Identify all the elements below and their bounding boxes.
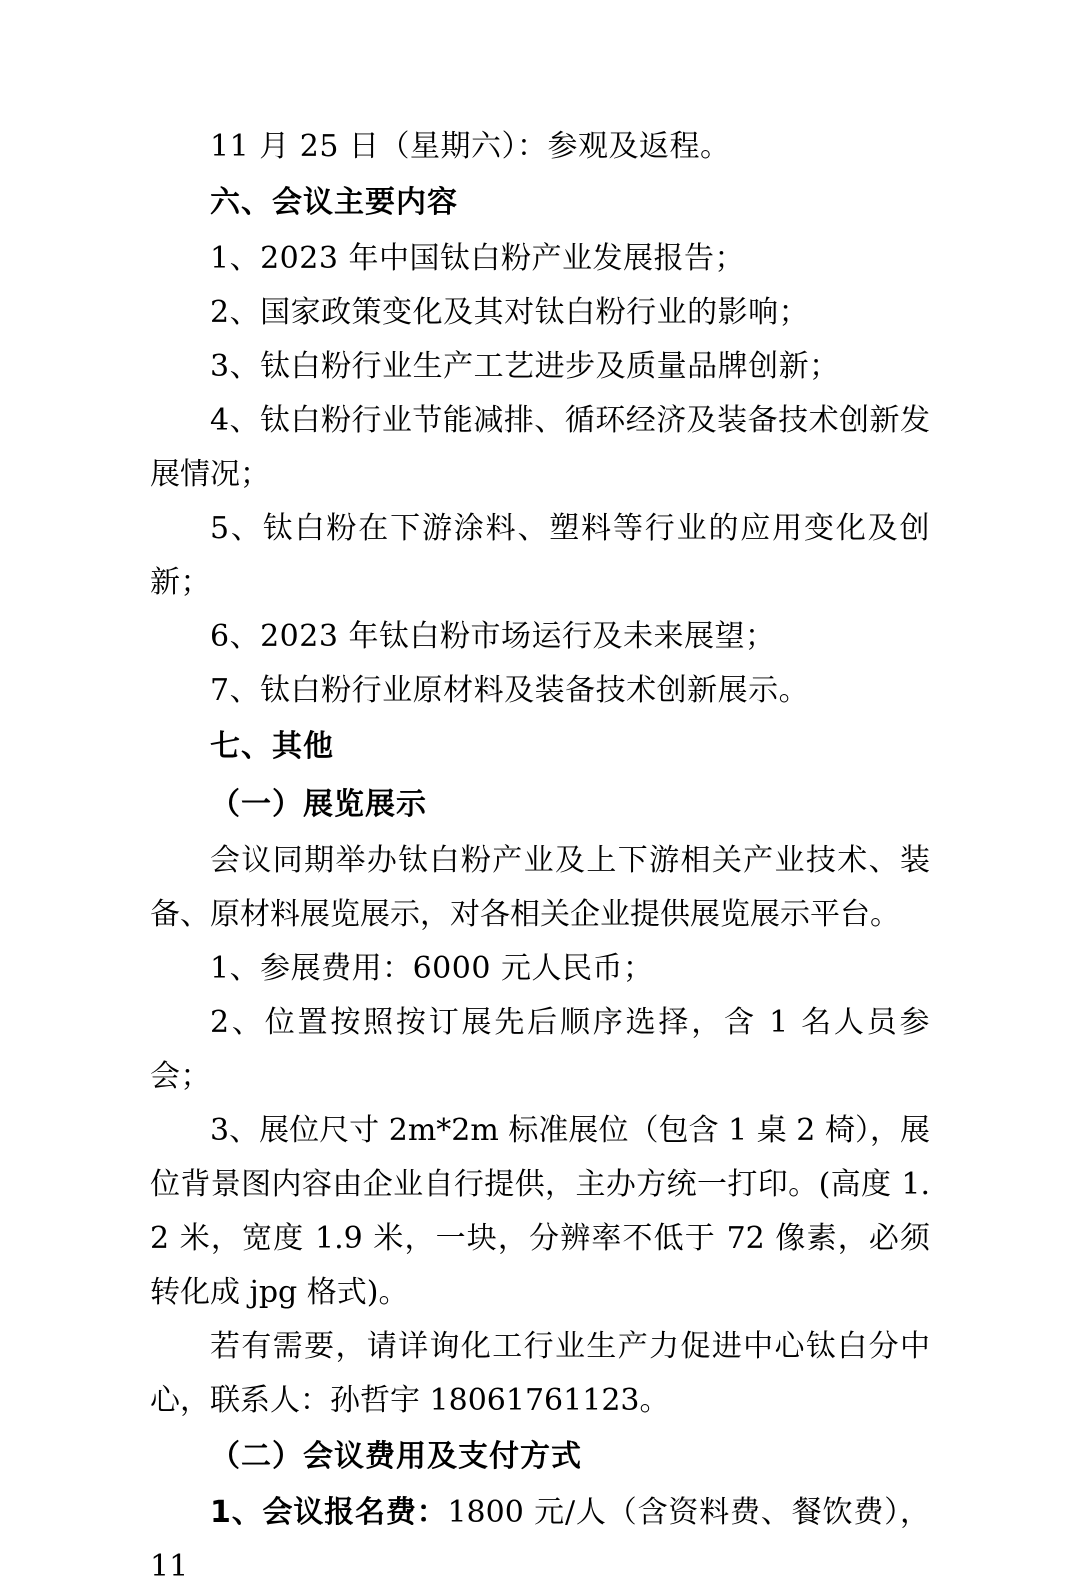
heading-section-seven: 七、其他 bbox=[210, 729, 334, 764]
list-item-topic-2: 2、国家政策变化及其对钛白粉行业的影响； bbox=[210, 295, 810, 330]
list-item-topic-1: 1、2023 年中国钛白粉产业发展报告； bbox=[210, 241, 745, 276]
list-item-topic-4: 4、钛白粉行业节能减排、循环经济及装备技术创新发展情况； bbox=[150, 403, 930, 492]
list-item-topic-6: 6、2023 年钛白粉市场运行及未来展望； bbox=[210, 619, 776, 654]
heading-section-six: 六、会议主要内容 bbox=[210, 185, 458, 220]
paragraph-exhibition-intro: 会议同期举办钛白粉产业及上下游相关产业技术、装备、原材料展览展示，对各相关企业提供展览展示平台。 bbox=[150, 843, 930, 932]
list-item-topic-7: 7、钛白粉行业原材料及装备技术创新展示。 bbox=[210, 673, 810, 708]
list-item-exhibition-3: 3、展位尺寸 2m*2m 标准展位（包含 1 桌 2 椅），展位背景图内容由企业自行提供，主办方统一打印。(高度 1.2 米，宽度 1.9 米，一块，分辨率不低于 72 像素，必须转化成 jpg 格式)。 bbox=[150, 1113, 930, 1310]
registration-fee-label: 1、会议报名费： bbox=[210, 1495, 448, 1530]
paragraph-registration-fee bbox=[150, 1486, 930, 1594]
registration-fee-value: 1800 元/人（含资料费、餐饮费），11 bbox=[150, 1495, 930, 1584]
paragraph-schedule-nov25: 11 月 25 日（星期六）：参观及返程。 bbox=[210, 129, 731, 164]
subheading-exhibition: （一）展览展示 bbox=[210, 787, 427, 822]
list-item-exhibition-1: 1、参展费用：6000 元人民币； bbox=[210, 951, 654, 986]
list-item-exhibition-2: 2、位置按照按订展先后顺序选择，含 1 名人员参会； bbox=[150, 1005, 930, 1094]
list-item-topic-3: 3、钛白粉行业生产工艺进步及质量品牌创新； bbox=[210, 349, 840, 384]
subheading-fees: （二）会议费用及支付方式 bbox=[210, 1439, 582, 1474]
list-item-topic-5: 5、钛白粉在下游涂料、塑料等行业的应用变化及创新； bbox=[150, 511, 930, 600]
document-body bbox=[150, 120, 930, 1594]
paragraph-contact: 若有需要，请详询化工行业生产力促进中心钛白分中心，联系人：孙哲宇 18061761123。 bbox=[150, 1329, 930, 1418]
